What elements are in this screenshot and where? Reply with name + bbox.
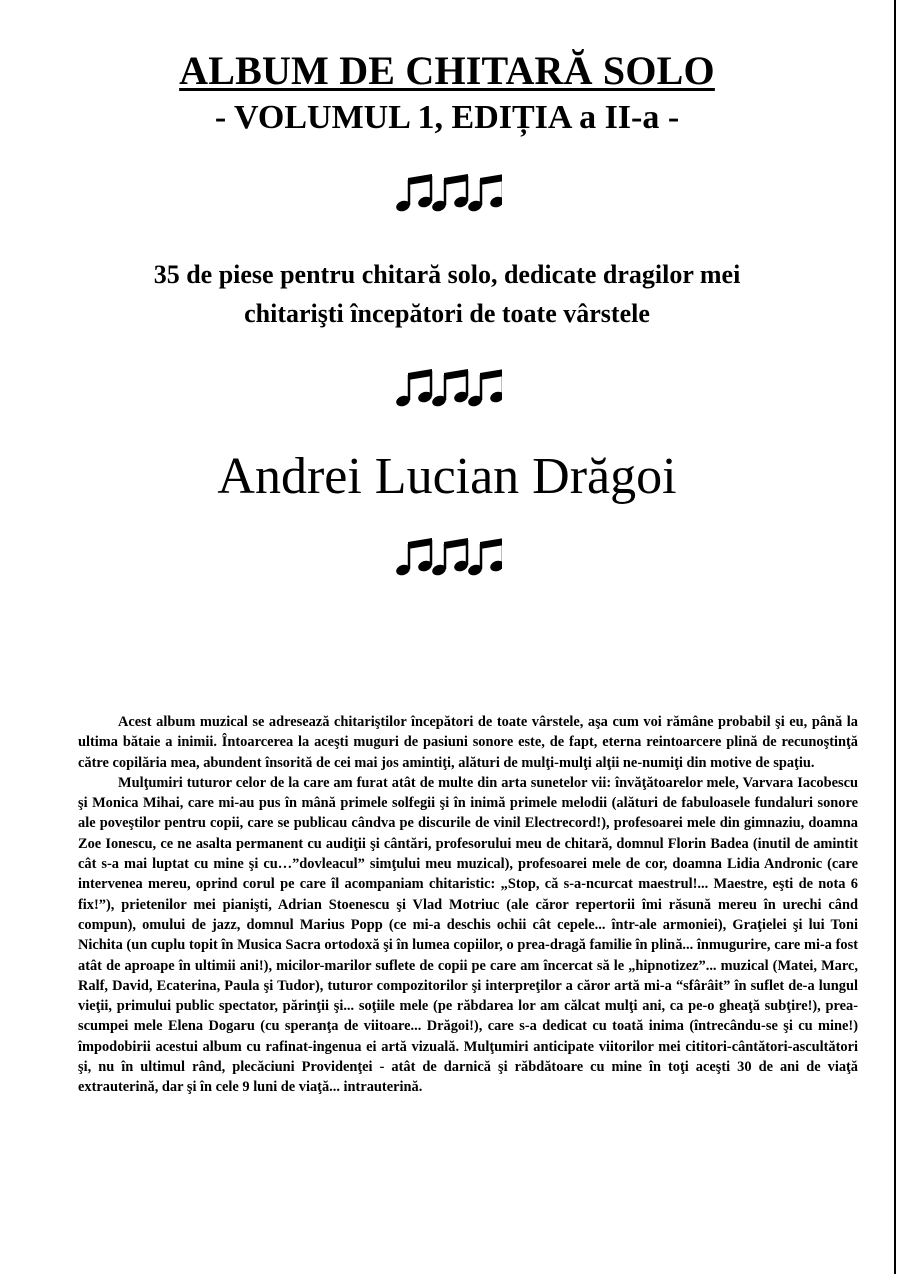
- author-name: Andrei Lucian Drăgoi: [217, 448, 677, 505]
- paragraph-1: Acest album muzical se adresează chitariştilor începători de toate vârstele, aşa cum voi rămâne probabil şi eu, până la ultima bătaie a inimii. Întoarcerea la aceşti muguri de pasiuni sonore este, de fapt, eterna reintoarcere plină de recunoştinţă către copilăria mea, abundent însorită de cei mai jos amintiţi, alături de mulţi-mulţi alţii ne-numiţi din motive de spaţiu.: [78, 714, 858, 771]
- dedication-line-2: chitarişti începători de toate vârstele: [244, 299, 650, 328]
- dedication: [60, 255, 834, 333]
- dedication-line-1: 35 de piese pentru chitară solo, dedicate dragilor mei: [153, 260, 741, 289]
- music-notes-icon: [0, 536, 894, 582]
- foreword-text: [78, 712, 858, 1098]
- music-notes-icon: [0, 367, 894, 413]
- paragraph-2: Mulţumiri tuturor celor de la care am furat atât de multe din arta sunetelor vii: învăţătoarelor mele, Varvara Iacobescu şi Monica Mihai, care mi-au pus în mână primele solfegii şi în inimă primele melodii (alături de fabuloasele fundaluri sonore ale poveştilor pentru copii, care se publicau cândva pe discurile de vinil Electrecord!), profesoarei mele din gimnaziu, doamna Zoe Ionescu, ce ne asalta permanent cu audiţii şi cântări, profesorului meu de chitară, domnul Florin Badea (inutil de amintit cât s-a mai luptat cu mine şi cu…”dovleacul” simţului meu muzical), profesoarei mele de cor, doamna Lidia Andronic (care intervenea mereu, oprind corul pe care îl acompaniam chitaristic: „Stop, că s-a-ncurcat maestrul!... Maestre, eşti de nota 6 fix!”), prietenilor mei pianişti, Adrian Stoenescu şi Vlad Motriuc (ale căror repertorii îmi răsună mereu în urechi când compun), omului de jazz, domnul Marius Popp (ce mi-a deschis ochii cât cepele... într-ale armoniei), Graţielei şi lui Toni Nichita (un cuplu topit în Musica Sacra ortodoxă şi în lumea copiilor, o prea-dragă familie în plină... înmugurire, care mi-a fost atât de aproape în ultimii ani!), micilor-marilor suflete de copii pe care am încercat să le „hipnotizez”... muzical (Matei, Marc, Ralf, David, Ecaterina, Paula şi Tudor), tuturor compozitorilor şi interpreţilor a căror artă mi-a “sfârâit” în suflet de-a lungul vieţii, primului public spectator, părinţii şi... soţiile mele (pe răbdarea lor am călcat mulţi ani, ca pe-o gheaţă subţire!), prea-scumpei mele Elena Dogaru (cu speranţa de viitoare... Drăgoi!), care s-a dedicat cu toată inima (întrecându-se şi cu mine!) împodobirii acestui album cu rafinat-ingenua ei artă vizuală. Mulţumiri anticipate viitorilor mei cititori-cântători-ascultători şi, nu în ultimul rând, plecăciuni Providenţei - atât de darnică şi răbdătoare cu mine în toţi aceşti 30 de ani de viaţă extrauterină, dar şi în cele 9 luni de viaţă... intrauterină.: [78, 774, 858, 1096]
- music-notes-icon: [0, 172, 894, 218]
- document-subtitle: - VOLUMUL 1, EDIȚIA a II-a -: [214, 99, 680, 136]
- document-title: ALBUM DE CHITARĂ SOLO: [179, 48, 715, 93]
